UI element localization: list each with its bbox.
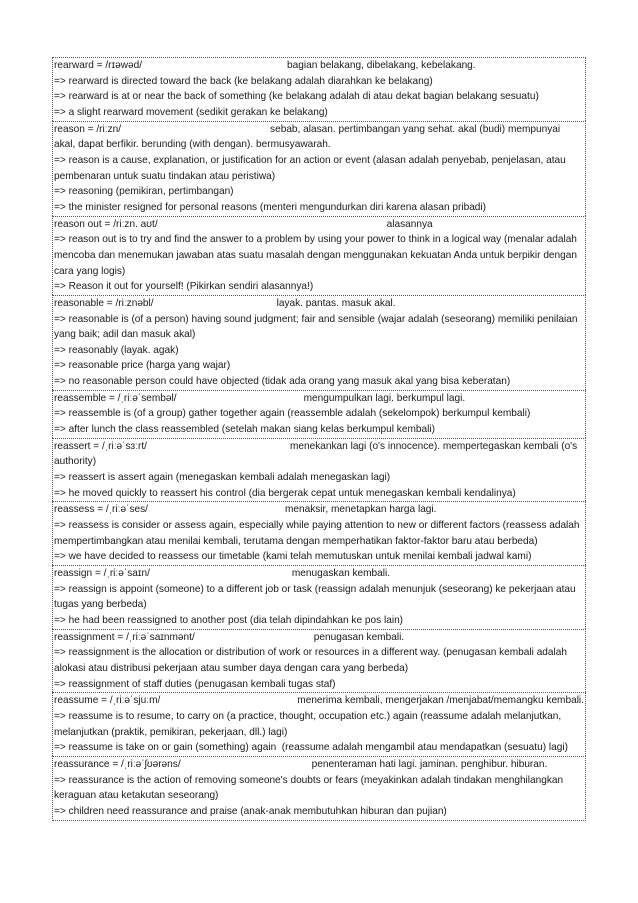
entry-example-line: => reasonably (layak. agak) bbox=[54, 344, 179, 356]
dictionary-entry bbox=[52, 121, 586, 216]
entry-meaning: menaksir, menetapkan harga lagi. bbox=[284, 504, 437, 516]
entry-term: reassign = /ˌriːəˈsaɪn/ bbox=[54, 568, 150, 579]
entry-example-line: => we have decided to reassess our timetable (kami telah memutuskan untuk menilai kembali jadwal kami) bbox=[54, 551, 532, 563]
entry-header bbox=[54, 296, 584, 312]
entry-example-line: => reasoning (pemikiran, pertimbangan) bbox=[54, 186, 234, 198]
dictionary-entry bbox=[52, 390, 586, 438]
entry-meaning: alasannya bbox=[386, 218, 433, 230]
entry-term: reason = /riːzn/ bbox=[54, 123, 122, 135]
entry-meaning: menekankan lagi (o's innocence). mempertegaskan kembali (o's authority) bbox=[54, 440, 580, 468]
entry-header bbox=[54, 122, 584, 153]
entry-example-line: => reassume is to resume, to carry on (a practice, thought, occupation etc.) again (reassume adalah melanjutkan, melanjutkan (praktik, pemikiran, pekerjaan, dll.) lagi) bbox=[54, 710, 565, 738]
entry-header bbox=[54, 439, 584, 470]
entry-example-line: => reasonable is (of a person) having sound judgment; fair and sensible (wajar adalah (seseorang) memiliki penilaian yang baik; adil dan masuk akal) bbox=[54, 313, 581, 341]
dictionary-entry bbox=[52, 216, 586, 295]
entry-meaning: penenteraman hati lagi. jaminan. penghibur. hiburan. bbox=[311, 758, 548, 770]
entry-header bbox=[54, 757, 584, 773]
entry-example-line: => Reason it out for yourself! (Pikirkan sendiri alasannya!) bbox=[54, 281, 314, 293]
entry-example-line: => reason is a cause, explanation, or justification for an action or event (alasan adalah penyebab, penjelasan, atau pembenaran untuk suatu tindakan atau peristiwa) bbox=[54, 154, 569, 182]
entry-example-line: => reassess is consider or assess again, especially while paying attention to new or different factors (reassess adalah mempertimbangkan atau menilai kembali, terutama dengan memperhatikan faktor-faktor baru atau berbeda) bbox=[54, 520, 583, 547]
entry-example-line: => reassignment is the allocation or distribution of work or resources in a different way. (penugasan kembali adalah alokasi atau distribusi pekerjaan atau sumber daya dengan cara yang berbeda) bbox=[54, 647, 570, 674]
entry-example-line: => after lunch the class reassembled (setelah makan siang kelas berkumpul kembali) bbox=[54, 424, 435, 436]
entry-meaning: menerima kembali, mengerjakan /menjabat/memangku kembali. bbox=[297, 695, 584, 707]
entry-header bbox=[54, 693, 584, 709]
entry-example-line: => rearward is directed toward the back (ke belakang adalah diarahkan ke belakang) bbox=[54, 75, 433, 87]
entry-term: reassume = /ˌriːəˈsjuːm/ bbox=[54, 695, 161, 707]
entry-header bbox=[54, 58, 584, 74]
entry-header bbox=[54, 566, 584, 582]
entry-example-line: => the minister resigned for personal reasons (menteri mengundurkan diri karena alasan pribadi) bbox=[54, 201, 487, 213]
entry-meaning: mengumpulkan lagi. berkumpul lagi. bbox=[303, 392, 466, 404]
entry-term: reassess = /ˌriːəˈses/ bbox=[54, 504, 148, 516]
entry-example-line: => reassert is assert again (menegaskan kembali adalah menegaskan lagi) bbox=[54, 472, 391, 484]
entry-term: reasonable = /riːznəbl/ bbox=[54, 297, 154, 309]
entry-meaning: penugasan kembali. bbox=[313, 631, 405, 643]
entry-example-line: => reasonable price (harga yang wajar) bbox=[54, 360, 231, 372]
entry-meaning: sebab, alasan. pertimbangan yang sehat. akal (budi) mempunyai akal, dapat berfikir. berunding (with dengan). bermusyawarah. bbox=[54, 123, 563, 151]
entry-example-line: => he had been reassigned to another post (dia telah dipindahkan ke pos lain) bbox=[54, 614, 404, 626]
entry-example-line: => reassurance is the action of removing someone's doubts or fears (meyakinkan adalah tindakan menghilangkan keraguan atau ketakutan seseorang) bbox=[54, 774, 566, 802]
dictionary-entry bbox=[52, 629, 586, 693]
entry-example-line: => reassemble is (of a group) gather together again (reassemble adalah (sekelompok) berkumpul kembali) bbox=[54, 408, 531, 420]
dictionary-entry bbox=[52, 501, 586, 565]
entry-header bbox=[54, 391, 584, 407]
entry-header bbox=[54, 217, 584, 233]
entry-example-line: => reassume is take on or gain (something) again (reassume adalah mengambil atau mendapatkan (sesuatu) lagi) bbox=[54, 742, 568, 754]
entry-meaning: bagian belakang, dibelakang, kebelakang. bbox=[287, 60, 476, 71]
dictionary-entry bbox=[52, 565, 586, 629]
dictionary-entry bbox=[52, 756, 586, 821]
dictionary-entry bbox=[52, 438, 586, 502]
dictionary-entry bbox=[52, 295, 586, 390]
entry-term: reassignment = /ˌriːəˈsaɪnmənt/ bbox=[54, 631, 195, 643]
entry-example-line: => a slight rearward movement (sedikit gerakan ke belakang) bbox=[54, 106, 328, 118]
entry-example-line: => children need reassurance and praise (anak-anak membutuhkan hiburan dan pujian) bbox=[54, 805, 447, 817]
entry-header bbox=[54, 630, 584, 646]
entry-term: reason out = /riːzn. aʊt/ bbox=[54, 218, 158, 230]
dictionary-entry bbox=[52, 692, 586, 756]
entry-term: reassurance = /ˌriːəˈʃʊərəns/ bbox=[54, 758, 181, 770]
entry-example-line: => rearward is at or near the back of something (ke belakang adalah di atau dekat bagian belakang sesuatu) bbox=[54, 91, 539, 103]
entry-meaning: menugaskan kembali. bbox=[291, 568, 391, 579]
entry-meaning: layak. pantas. masuk akal. bbox=[276, 297, 396, 309]
entry-example-line: => he moved quickly to reassert his control (dia bergerak cepat untuk menegaskan kembali kendalinya) bbox=[54, 487, 516, 499]
entry-example-line: => reassign is appoint (someone) to a different job or task (reassign adalah menunjuk (seseorang) ke pekerjaan atau tugas yang berbeda) bbox=[54, 583, 579, 611]
dictionary-page bbox=[52, 57, 586, 821]
entry-term: rearward = /rɪəwəd/ bbox=[54, 60, 143, 71]
entry-header bbox=[54, 502, 584, 518]
entry-example-line: => reason out is to try and find the answer to a problem by using your power to think in a logical way (menalar adalah mencoba dan menemukan jawaban atas suatu masalah dengan menggunakan kekuatan Anda untuk berpikir dengan cara yang logis) bbox=[54, 234, 580, 277]
dictionary-entry bbox=[52, 57, 586, 121]
entry-example-line: => reassignment of staff duties (penugasan kembali tugas staf) bbox=[54, 678, 336, 690]
entry-term: reassert = /ˌriːəˈsɜːrt/ bbox=[54, 440, 147, 452]
entry-example-line: => no reasonable person could have objected (tidak ada orang yang masuk akal yang bisa keberatan) bbox=[54, 376, 511, 388]
entry-term: reassemble = /ˌriːəˈsembəl/ bbox=[54, 392, 177, 404]
